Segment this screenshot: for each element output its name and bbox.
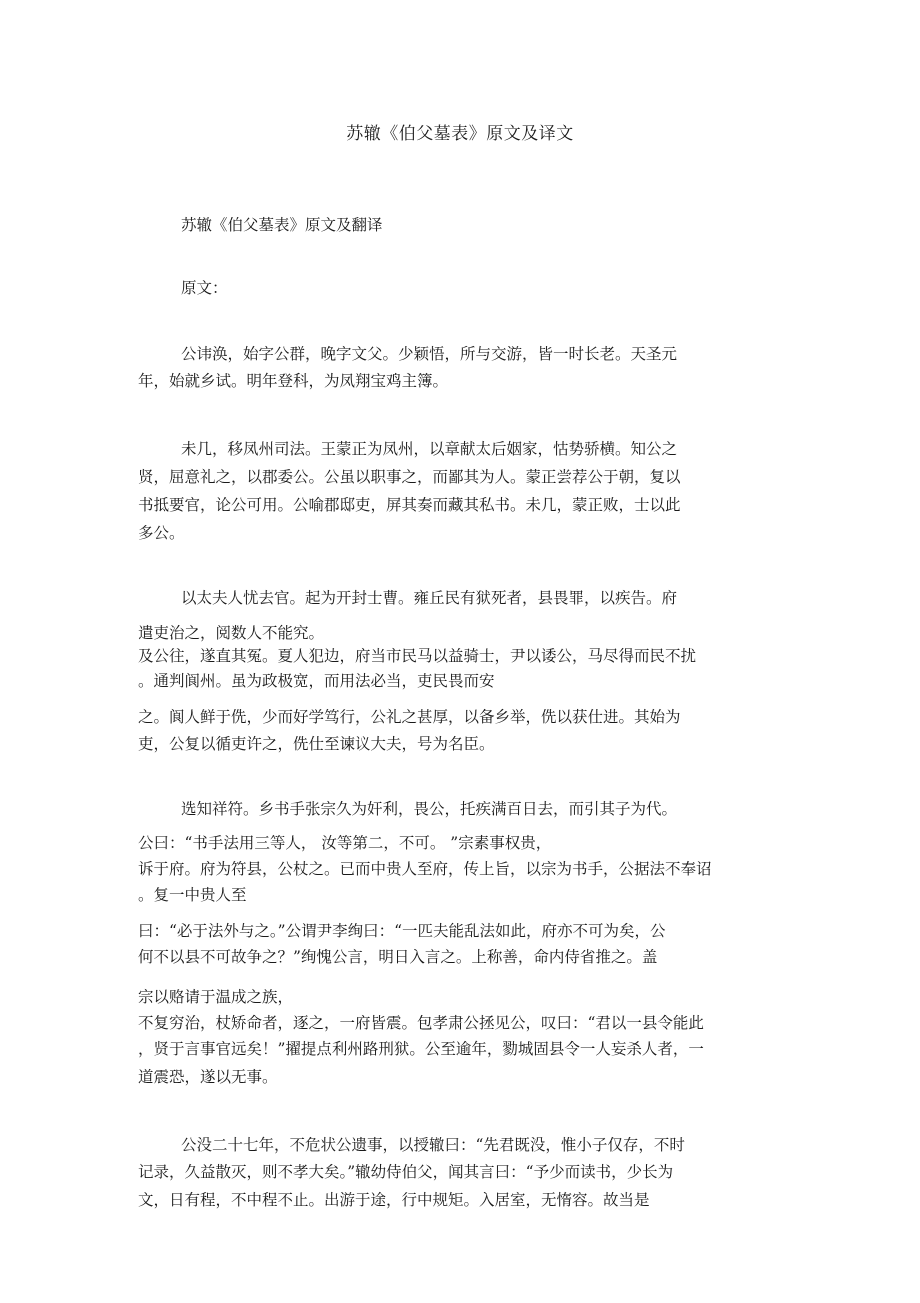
- text-line: 选知祥符。乡书手张宗久为奸利，畏公，托疾满百日去，而引其子为代。: [181, 800, 678, 818]
- text-line: 及公往，遂直其冤。夏人犯边，府当市民马以益骑士，尹以诿公，马尽得而民不扰: [138, 647, 697, 665]
- text-line: 公没二十七年，不危状公遗事，以授辙曰：“先君既没，惟小子仅存，不时: [181, 1136, 685, 1154]
- text-line: 不复穷治，杖矫命者，逐之，一府皆震。包孝肃公拯见公，叹曰：“君以一县令能此: [138, 1014, 704, 1032]
- text-line: 记录，久益散灭，则不孝大矣。”辙幼侍伯父，闻其言曰：“予少而读书，少长为: [138, 1163, 674, 1181]
- text-line: 未几，移凤州司法。王蒙正为凤州，以章献太后姻家，怙势骄横。知公之: [181, 440, 678, 458]
- text-line: 公讳涣，始字公群，晚字文父。少颖悟，所与交游，皆一时长老。天圣元: [181, 345, 678, 363]
- text-line: 。复一中贵人至: [138, 886, 247, 904]
- text-line: 宗以赂请于温成之族，: [138, 988, 294, 1006]
- text-line: 诉于府。府为符县，公杖之。已而中贵人至府，传上旨，以宗为书手，公据法不奉诏: [138, 860, 712, 878]
- text-line: 曰：“必于法外与之。”公谓尹李绚曰：“一匹夫能乱法如此，府亦不可为矣，公: [138, 922, 666, 940]
- section-label: 原文：: [181, 279, 228, 297]
- text-line: 贤，屈意礼之，以郡委公。公虽以职事之，而鄙其为人。蒙正尝荐公于朝，复以: [138, 468, 681, 486]
- text-line: 多公。: [138, 524, 185, 542]
- text-line: 遣吏治之，阅数人不能究。: [138, 624, 325, 642]
- text-line: 公曰：“书手法用三等人， 汝等第二，不可。 ”宗素事权贵，: [138, 834, 552, 852]
- text-line: 文，日有程，不中程不止。出游于途，行中规矩。入居室，无惰容。故当是: [138, 1191, 650, 1209]
- text-line: 何不以县不可故争之？”绚愧公言，明日入言之。上称善，命内侍省推之。盖: [138, 948, 658, 966]
- text-line: 书抵要官，论公可用。公喻郡邸吏，屏其奏而藏其私书。未几，蒙正败，士以此: [138, 496, 681, 514]
- text-line: 之。阆人鲜于侁，少而好学笃行，公礼之甚厚，以备乡举，侁以获仕进。其始为: [138, 708, 681, 726]
- text-line: 。通判阆州。虽为政极宽，而用法必当，吏民畏而安: [138, 672, 495, 690]
- text-line: 吏，公复以循吏许之，侁仕至谏议大夫，号为名臣。: [138, 735, 495, 753]
- text-line: 道震恐，遂以无事。: [138, 1068, 278, 1086]
- text-line: 年，始就乡试。明年登科，为凤翔宝鸡主簿。: [138, 372, 449, 390]
- document-subtitle: 苏辙《伯父墓表》原文及翻译: [181, 216, 383, 234]
- text-line: ，贤于言事官远矣！”擢提点利州路刑狱。公至逾年，勠城固县令一人妄杀人者，一: [138, 1040, 704, 1058]
- document-title: 苏辙《伯父墓表》原文及译文: [346, 124, 574, 144]
- text-line: 以太夫人忧去官。起为开封士曹。雍丘民有狱死者，县畏罪，以疾告。府: [181, 589, 678, 607]
